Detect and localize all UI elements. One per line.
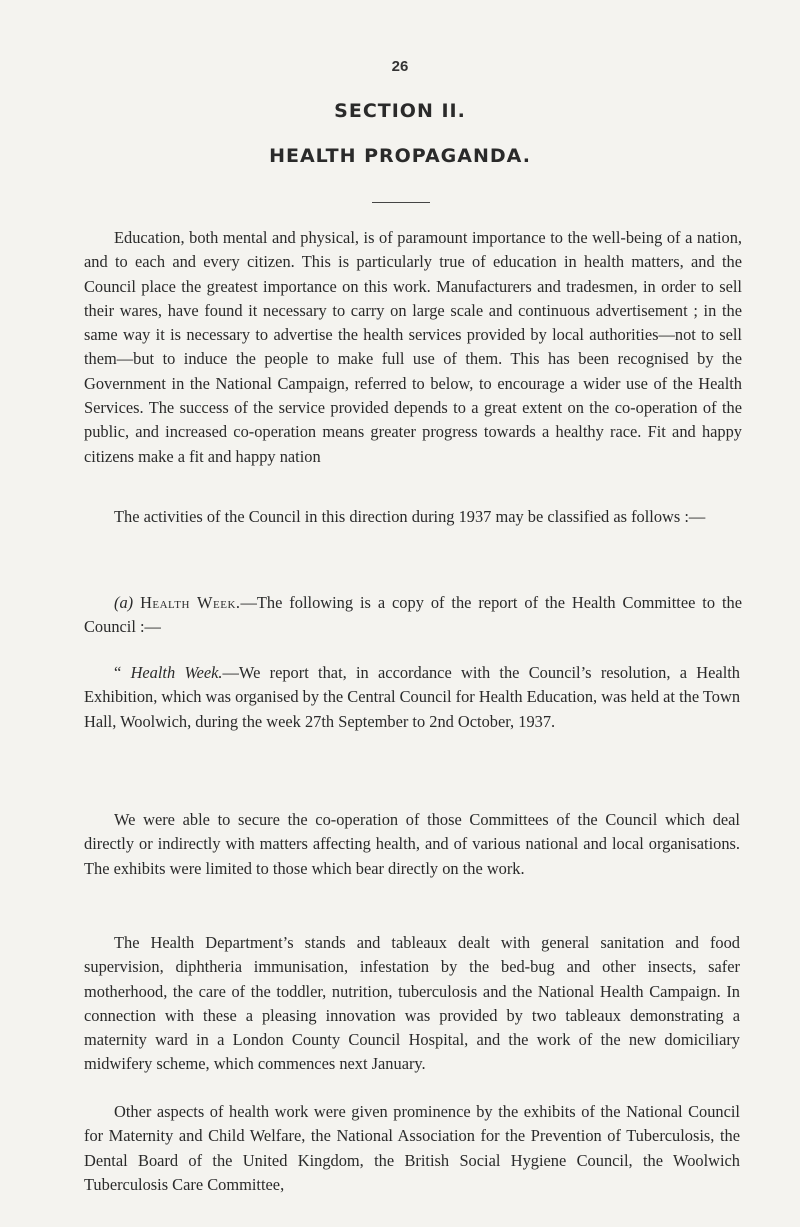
paragraph-co-operation: We were able to secure the co-operation of those Committees of the Council which deal directly or indirectly with matters affecting health, and of various national and local organisations. The exhibits were limited to those which bear directly on the work. (84, 810, 740, 878)
section-title: HEALTH PROPAGANDA. (269, 145, 531, 167)
paragraph-introduction: Education, both mental and physical, is of paramount importance to the well-being of a nation, and to each and every citizen. This is particularly true of education in health matters, and the Council place the greatest importance on this work. Manufacturers and tradesmen, in order to sell their wares, have found it necessary to carry on large scale and continuous advertisement ; in the same way it is necessary to advertise the health services provided by local authorities—not to sell them—but to induce the people to make full use of them. This has been recognised by the Government in the National Campaign, referred to below, to encourage a wider use of the Health Services. The success of the service provided depends to a great extent on the co-operation of the public, and increased co-operation means greater progress towards a healthy race. Fit and happy citizens make a fit and happy nation (84, 228, 742, 466)
open-quote: “ (114, 663, 122, 682)
item-label: (a) (114, 593, 134, 612)
paragraph-health-week-quote (84, 661, 740, 734)
paragraph-department-stands: The Health Department’s stands and tableaux dealt with general sanitation and food supervision, diphtheria immunisation, infestation by the bed-bug and other insects, safer motherhood, the care of the toddler, nutrition, tuberculosis and the National Health Campaign. In connection with these a pleasing innovation was provided by two tableaux demonstrating a maternity ward in a London County Council Hospital, and the work of the new domiciliary midwifery scheme, which commences next January. (84, 933, 740, 1074)
title-divider (372, 202, 430, 203)
item-text: —The following is a copy of the report of the Health Committee to the Council :— (84, 593, 742, 637)
section-heading: SECTION II. (334, 100, 466, 122)
item-heading: Health Week. (140, 593, 241, 612)
quote-text: —We report that, in accordance with the Council’s resolution, a Health Exhibition, which was organised by the Central Council for Health Education, was held at the Town Hall, Woolwich, during the week 27th September to 2nd October, 1937. (84, 663, 741, 731)
quote-heading: Health Week. (130, 663, 223, 682)
paragraph-health-week-report (84, 591, 742, 640)
paragraph-activities: The activities of the Council in this direction during 1937 may be classified as follows :— (114, 507, 706, 526)
page-number: 26 (391, 58, 409, 75)
paragraph-other-aspects: Other aspects of health work were given prominence by the exhibits of the National Council for Maternity and Child Welfare, the National Association for the Prevention of Tuberculosis, the Dental Board of the United Kingdom, the British Social Hygiene Council, the Woolwich Tuberculosis Care Committee, (84, 1102, 740, 1194)
